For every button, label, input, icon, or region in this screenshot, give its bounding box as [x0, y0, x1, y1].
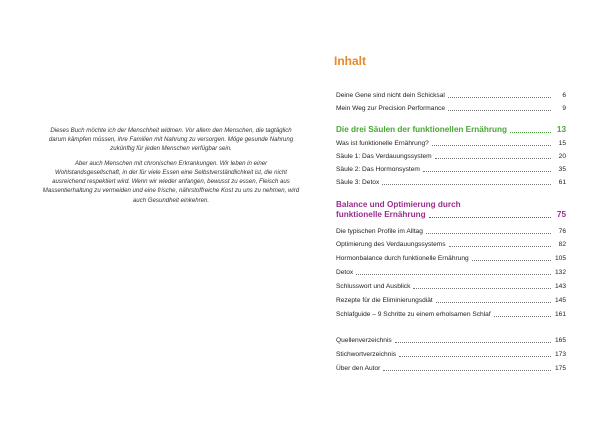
toc-section-heading[interactable]: [336, 125, 566, 134]
dedication: [42, 126, 300, 210]
toc-entry-label: Was ist funktionelle Ernährung?: [336, 140, 429, 147]
dot-leader: [510, 131, 551, 133]
toc-entry[interactable]: [336, 337, 566, 344]
dot-leader: [429, 216, 551, 218]
dot-leader: [472, 259, 551, 261]
dedication-paragraph-1: Dieses Buch möchte ich der Menschheit widmen. Vor allem den Menschen, die tagtäglich darum kämpfen müssen, ihre Familien mit Nahrung zu versorgen. Möge gesunde Nahrung zukünftig für jeden Menschen verfügbar sein.: [48, 127, 294, 153]
toc-entry-label: Säule 3: Detox: [336, 179, 380, 186]
toc-entry-page: 6: [562, 92, 566, 99]
toc-entry-label: Säule 1: Das Verdauungssystem: [336, 153, 432, 160]
dot-leader: [413, 287, 551, 289]
toc-section-label: Balance und Optimierung durch: [336, 200, 461, 209]
dot-leader: [494, 315, 551, 317]
toc-entry-label: Stichwortverzeichnis: [336, 351, 397, 358]
toc-entry[interactable]: [336, 269, 566, 276]
dot-leader: [448, 109, 551, 111]
toc-entry-page: 35: [558, 166, 566, 173]
toc-entry-label: Detox: [336, 269, 354, 276]
dot-leader: [449, 245, 551, 247]
toc-entry-page: 15: [558, 140, 566, 147]
toc-entry-page: 165: [554, 337, 566, 344]
dot-leader: [395, 341, 551, 343]
toc-entry[interactable]: [336, 179, 566, 186]
toc-entry[interactable]: [336, 92, 566, 99]
toc-entry-label: Deine Gene sind nicht dein Schicksal: [336, 92, 445, 99]
toc-entry-page: 9: [562, 105, 566, 112]
dedication-paragraph-2: Aber auch Menschen mit chronischen Erkrankungen. Wir leben in einer Wohlstandsgesellschaft, in der für viele Essen eine Selbstverständlichkeit ist, die nicht ausreichend respektiert wird. Wenn wir wieder anfangen, bewusst zu essen, Fleisch aus Massentierhaltung zu vermeiden und eine frische, nährstoffreiche Kost zu uns zu nehmen, wird auch Gesundheit einkehren.: [42, 159, 300, 204]
toc-section-page: 75: [556, 210, 566, 219]
toc-entry-label: Rezepte für die Eliminierungsdiät: [336, 297, 433, 304]
toc-entry-page: 173: [554, 351, 566, 358]
toc-entry-page: 145: [554, 297, 566, 304]
toc-entry-label: Optimierung des Verdauungssystems: [336, 241, 446, 248]
toc-entry-label: Mein Weg zur Precision Performance: [336, 105, 446, 112]
toc-title: Inhalt: [334, 54, 366, 68]
toc-entry-label: Säule 2: Das Hormonsystem: [336, 166, 420, 173]
toc-section-label: funktionelle Ernährung: [336, 210, 426, 219]
toc-entry[interactable]: [336, 140, 566, 147]
toc-entry-label: Hormonbalance durch funktionelle Ernährung: [336, 255, 469, 262]
dot-leader: [356, 273, 551, 275]
toc-entry[interactable]: [336, 228, 566, 235]
dot-leader: [435, 157, 551, 159]
toc-entry-page: 82: [558, 241, 566, 248]
toc-entry[interactable]: [336, 297, 566, 304]
toc-entry-page: 105: [554, 255, 566, 262]
toc-section-heading[interactable]: [336, 200, 566, 220]
toc-entry[interactable]: [336, 311, 566, 318]
toc-entry-page: 20: [558, 153, 566, 160]
dot-leader: [436, 301, 551, 303]
toc-entry[interactable]: [336, 351, 566, 358]
dot-leader: [383, 369, 551, 371]
toc-entry-page: 76: [558, 228, 566, 235]
dot-leader: [426, 232, 551, 234]
toc-entry[interactable]: [336, 241, 566, 248]
toc-entry-page: 161: [554, 311, 566, 318]
toc-section-page: 13: [556, 125, 566, 134]
toc-entry[interactable]: [336, 283, 566, 290]
toc-section-label: Die drei Säulen der funktionellen Ernährung: [336, 125, 508, 134]
dot-leader: [432, 144, 551, 146]
toc-entry-label: Quellenverzeichnis: [336, 337, 392, 344]
toc-entry[interactable]: [336, 153, 566, 160]
toc-entry-label: Schlafguide – 9 Schritte zu einem erholsamen Schlaf: [336, 311, 491, 318]
toc-entry[interactable]: [336, 166, 566, 173]
dot-leader: [399, 355, 551, 357]
toc-entry[interactable]: [336, 255, 566, 262]
toc-entry-label: Die typischen Profile im Alltag: [336, 228, 423, 235]
dot-leader: [423, 170, 551, 172]
toc-entry-page: 175: [554, 365, 566, 372]
toc-entry-page: 143: [554, 283, 566, 290]
toc-entry[interactable]: [336, 365, 566, 372]
dot-leader: [448, 96, 551, 98]
toc-entry[interactable]: [336, 105, 566, 112]
toc-entry-page: 61: [558, 179, 566, 186]
toc-entry-page: 132: [554, 269, 566, 276]
toc-entry-label: Schlusswort und Ausblick: [336, 283, 411, 290]
dot-leader: [382, 183, 551, 185]
toc-entry-label: Über den Autor: [336, 365, 381, 372]
